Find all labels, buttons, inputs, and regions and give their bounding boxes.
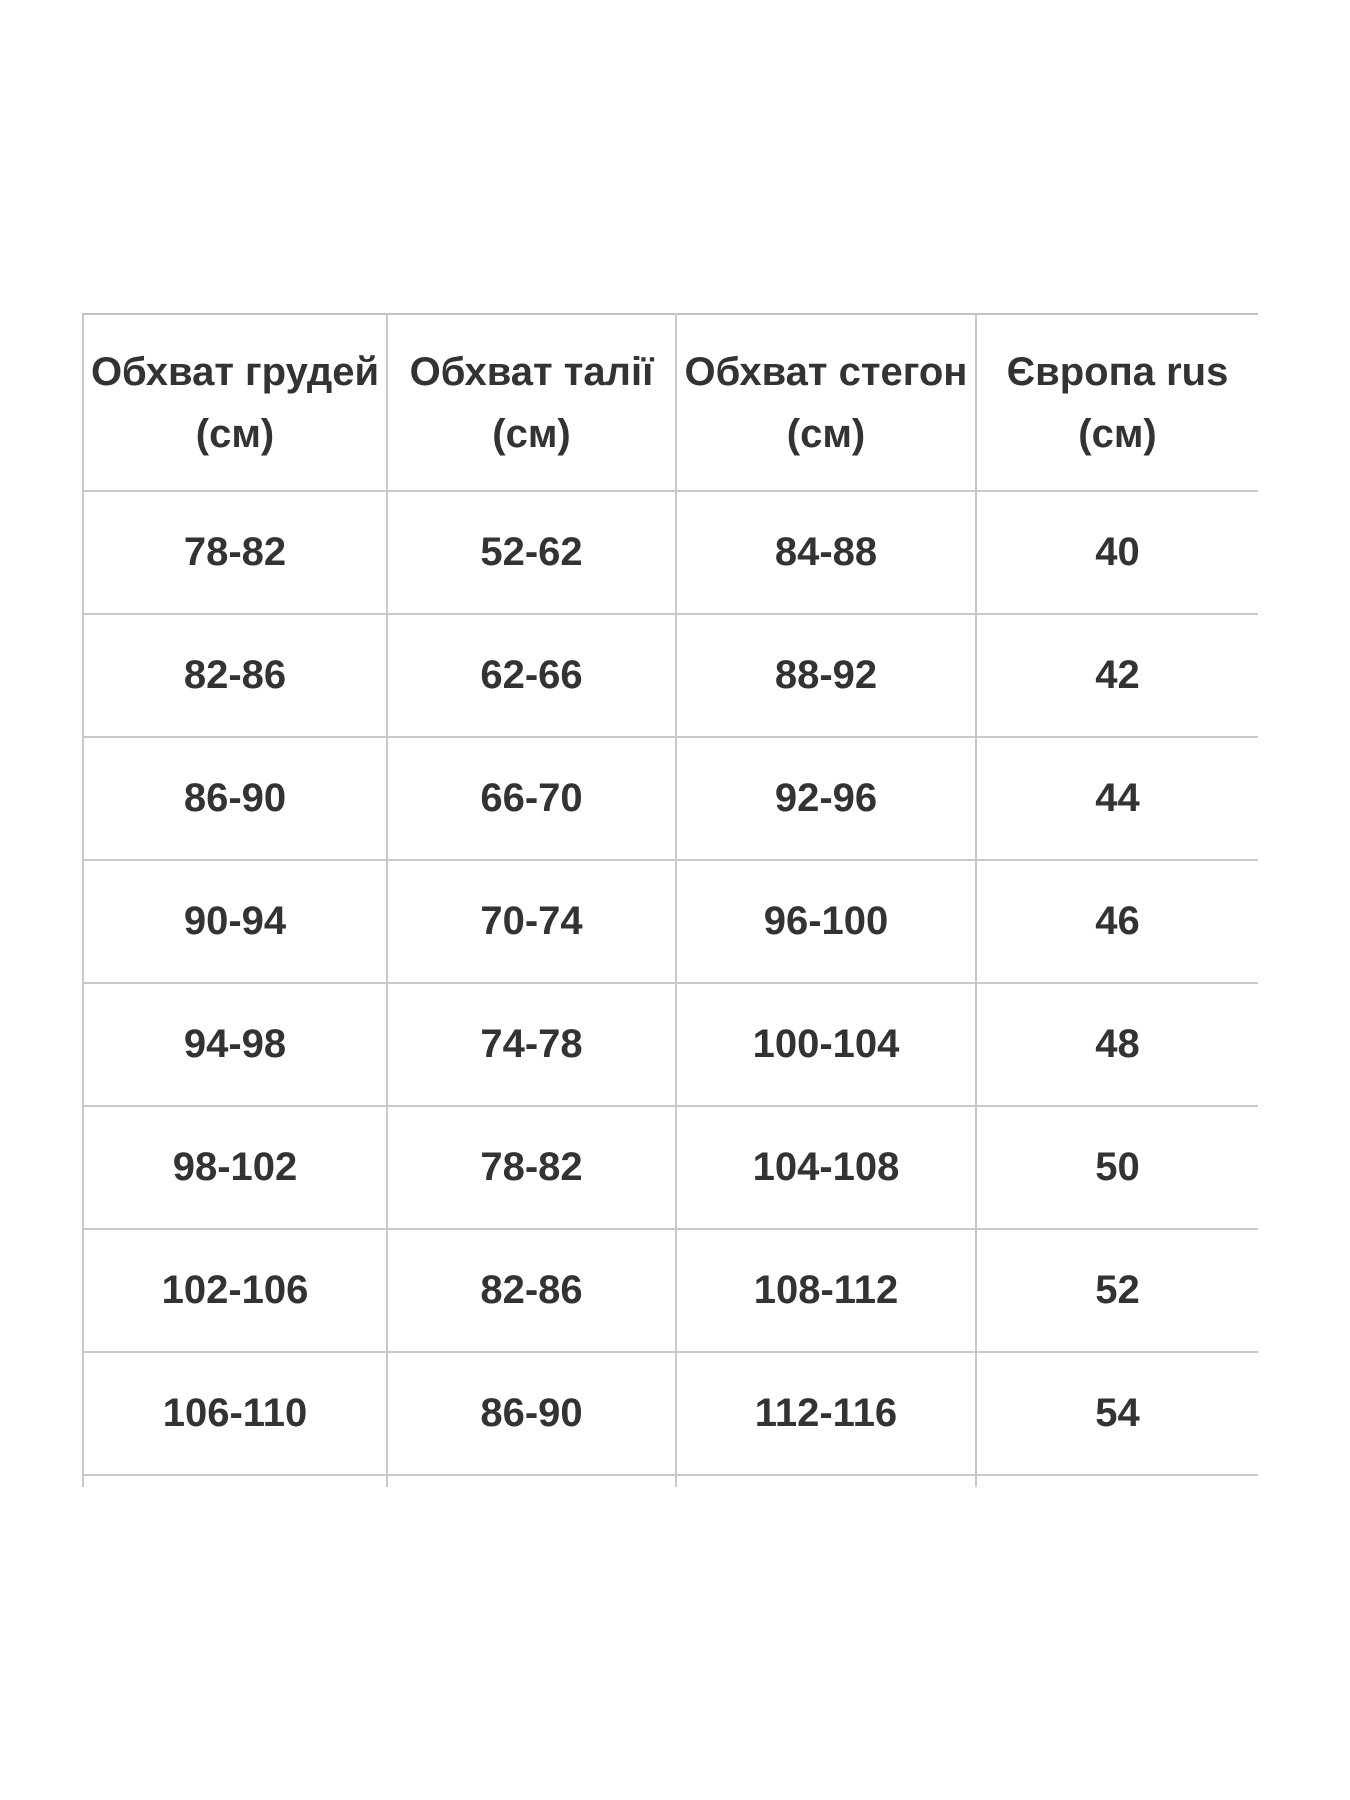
table-cell-chest: 106-110: [83, 1352, 387, 1475]
table-cell-hips: 84-88: [676, 491, 976, 614]
table-row: [83, 1352, 1258, 1475]
table-cell-hips: 104-108: [676, 1106, 976, 1229]
table-cell-hips: [676, 1475, 976, 1487]
table-cell-waist: 86-90: [387, 1352, 676, 1475]
table-cell-europe: 50: [976, 1106, 1258, 1229]
header-cell-europe: Європа rus (см): [976, 314, 1258, 491]
table-cell-hips: 92-96: [676, 737, 976, 860]
table-cell-chest: [83, 1475, 387, 1487]
table-cell-waist: 82-86: [387, 1229, 676, 1352]
header-cell-waist: Обхват талії (см): [387, 314, 676, 491]
header-cell-hips: Обхват стегон (см): [676, 314, 976, 491]
size-chart-container: [82, 313, 1258, 1487]
table-cell-waist: 52-62: [387, 491, 676, 614]
table-row: [83, 983, 1258, 1106]
header-row: [83, 314, 1258, 491]
table-cell-hips: 100-104: [676, 983, 976, 1106]
table-cell-chest: 90-94: [83, 860, 387, 983]
table-cell-europe: 44: [976, 737, 1258, 860]
table-cell-europe: [976, 1475, 1258, 1487]
table-cell-chest: 86-90: [83, 737, 387, 860]
size-chart-table: [82, 313, 1258, 1487]
table-cell-hips: 112-116: [676, 1352, 976, 1475]
table-cell-waist: 74-78: [387, 983, 676, 1106]
table-cell-europe: 40: [976, 491, 1258, 614]
table-cell-chest: 98-102: [83, 1106, 387, 1229]
table-row: [83, 1106, 1258, 1229]
table-row: [83, 491, 1258, 614]
table-cell-europe: 54: [976, 1352, 1258, 1475]
table-cell-europe: 52: [976, 1229, 1258, 1352]
table-cell-hips: 108-112: [676, 1229, 976, 1352]
table-cell-chest: 94-98: [83, 983, 387, 1106]
table-cell-chest: 102-106: [83, 1229, 387, 1352]
table-cell-europe: 48: [976, 983, 1258, 1106]
table-cell-waist: 62-66: [387, 614, 676, 737]
header-cell-chest: Обхват грудей (см): [83, 314, 387, 491]
table-cell-chest: 82-86: [83, 614, 387, 737]
table-cell-chest: 78-82: [83, 491, 387, 614]
table-cell-waist: 70-74: [387, 860, 676, 983]
table-row: [83, 860, 1258, 983]
table-cell-hips: 88-92: [676, 614, 976, 737]
table-row: [83, 614, 1258, 737]
table-row: [83, 737, 1258, 860]
table-row: [83, 1229, 1258, 1352]
table-cell-europe: 46: [976, 860, 1258, 983]
table-cell-waist: 78-82: [387, 1106, 676, 1229]
table-row-clipped: [83, 1475, 1258, 1487]
table-cell-waist: [387, 1475, 676, 1487]
table-cell-europe: 42: [976, 614, 1258, 737]
table-cell-waist: 66-70: [387, 737, 676, 860]
table-cell-hips: 96-100: [676, 860, 976, 983]
